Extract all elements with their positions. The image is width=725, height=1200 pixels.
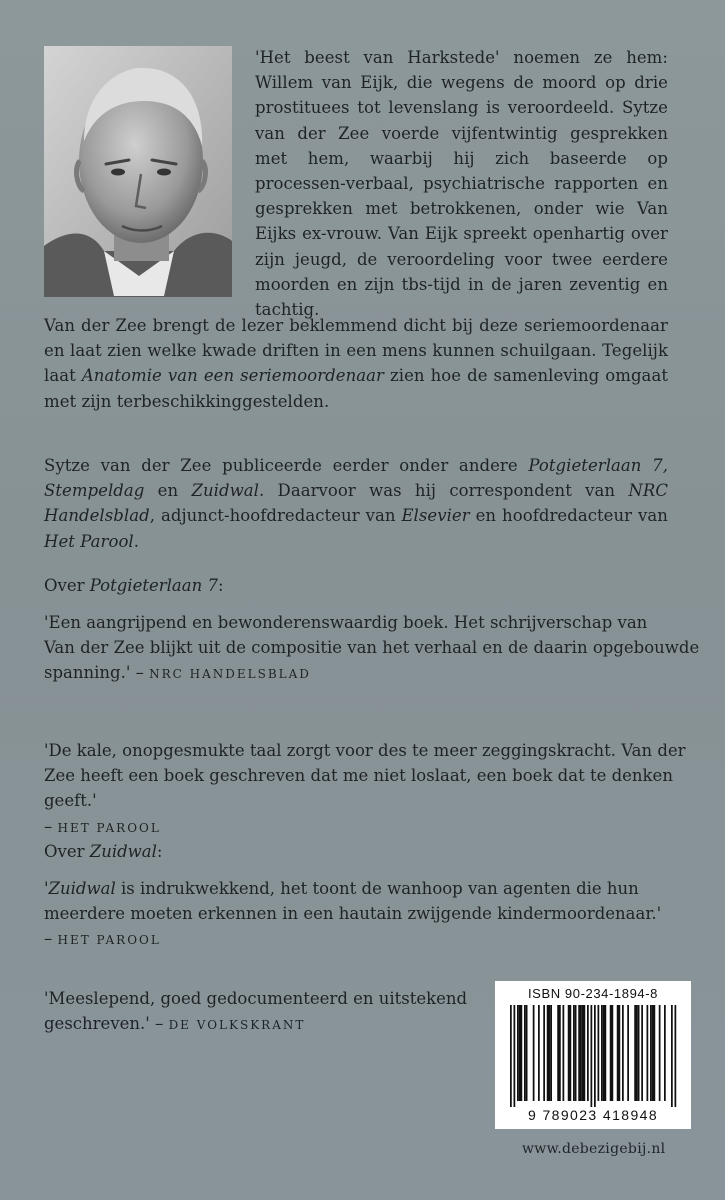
quote-source: DE VOLKSKRANT bbox=[168, 1018, 306, 1033]
heading-text: : bbox=[217, 576, 224, 595]
synopsis-text: Van der Zee brengt de lezer beklemmend dicht bij deze seriemoordenaar en laat zien welke kwade driften in een mens kunnen schuilgaan. Tegelijk laat bbox=[44, 316, 668, 386]
quote-line: 'De kale, onopgesmukte taal zorgt voor des te meer zeggingskracht. Van der bbox=[44, 741, 686, 760]
author-portrait-photo bbox=[44, 46, 232, 297]
barcode-bar bbox=[570, 1005, 572, 1101]
quote-dash: – bbox=[130, 663, 150, 683]
heading-text: Over bbox=[44, 842, 90, 861]
barcode-bar bbox=[578, 1005, 580, 1101]
quote-source: HET PAROOL bbox=[57, 933, 161, 948]
quote-line: 'Meeslepend, goed gedocumenteerd en uitstekend bbox=[44, 989, 468, 1008]
ean-digits: 9 789023 418948 bbox=[528, 1107, 658, 1123]
isbn-label: ISBN 90-234-1894-8 bbox=[527, 986, 659, 1001]
quote-line bbox=[44, 660, 699, 687]
barcode-bar bbox=[601, 1005, 603, 1101]
isbn-barcode bbox=[495, 981, 691, 1129]
barcode-bar bbox=[543, 1005, 545, 1101]
bio-publication: Elsevier bbox=[401, 506, 470, 526]
barcode-bar bbox=[598, 1005, 600, 1101]
barcode-bar bbox=[568, 1005, 570, 1101]
barcode-bar bbox=[557, 1005, 559, 1101]
barcode-bar bbox=[675, 1005, 677, 1107]
barcode-bar bbox=[582, 1005, 584, 1101]
barcode-bar bbox=[617, 1005, 619, 1101]
quote-line: meerdere moeten erkennen in een hautain zwijgende kindermoordenaar.' bbox=[44, 904, 662, 924]
barcode-bar bbox=[603, 1005, 605, 1101]
quote-line: 'Een aangrijpend en bewonderenswaardig boek. Het schrijverschap van bbox=[44, 613, 648, 632]
barcode-bar bbox=[594, 1005, 596, 1107]
bio-book-title: Stempeldag bbox=[44, 481, 145, 501]
bio-text: Sytze van der Zee publiceerde eerder onder andere bbox=[44, 456, 529, 475]
barcode-bar bbox=[654, 1005, 656, 1101]
barcode-bar bbox=[573, 1005, 575, 1101]
barcode-bar bbox=[575, 1005, 577, 1101]
quote-line: Van der Zee blijkt uit de compositie van het verhaal en de daarin opgebouwde bbox=[44, 638, 700, 658]
barcode-bar bbox=[517, 1005, 519, 1101]
quote-line bbox=[44, 876, 661, 901]
quote-text: is indrukwekkend, het toont de wanhoop van agenten die hun bbox=[115, 879, 639, 898]
barcode-bar bbox=[671, 1005, 673, 1107]
synopsis-paragraph-2 bbox=[44, 313, 668, 414]
synopsis-text: zien hoe de samenleving omgaat met zijn terbeschikkinggestelden. bbox=[44, 366, 669, 411]
barcode-bar bbox=[526, 1005, 528, 1101]
barcode-bar bbox=[591, 1005, 593, 1107]
review-quote-parool-1 bbox=[44, 738, 725, 841]
barcode-bar bbox=[524, 1005, 526, 1101]
barcode-bar bbox=[664, 1005, 666, 1101]
barcode-bar bbox=[641, 1005, 643, 1101]
barcode-bar bbox=[652, 1005, 654, 1101]
barcode-bar bbox=[519, 1005, 521, 1101]
review-heading-potgieterlaan bbox=[44, 573, 224, 598]
bio-publication: NRC Handelsblad bbox=[44, 481, 668, 526]
quote-source: NRC HANDELSBLAD bbox=[149, 667, 311, 682]
barcode-bar bbox=[584, 1005, 586, 1101]
barcode-bar bbox=[605, 1005, 607, 1101]
quote-line: Zee heeft een boek geschreven dat me niet loslaat, een boek dat te denken geeft.' bbox=[44, 766, 673, 811]
quote-text: spanning.' bbox=[44, 663, 131, 683]
barcode-bar bbox=[559, 1005, 561, 1101]
review-heading-zuidwal bbox=[44, 839, 162, 864]
barcode-bar bbox=[647, 1005, 649, 1101]
barcode-bar bbox=[622, 1005, 624, 1101]
barcode-bar bbox=[638, 1005, 640, 1101]
bio-text: . bbox=[133, 531, 140, 551]
review-quote-nrc bbox=[44, 610, 699, 688]
author-bio-paragraph bbox=[44, 453, 668, 554]
barcode-bar bbox=[634, 1005, 636, 1101]
quote-text: ' bbox=[44, 879, 49, 898]
bio-text: en hoofdredacteur van bbox=[469, 506, 668, 526]
bio-publication: Het Parool bbox=[44, 531, 134, 551]
barcode-bar bbox=[547, 1005, 549, 1101]
barcode-bar bbox=[636, 1005, 638, 1101]
quote-line bbox=[44, 1011, 467, 1038]
barcode-bar bbox=[580, 1005, 582, 1101]
barcode-bar bbox=[549, 1005, 551, 1101]
barcode-bars bbox=[505, 1005, 681, 1107]
quote-dash: – bbox=[149, 1014, 169, 1034]
barcode-bar bbox=[610, 1005, 612, 1101]
bio-book-title: Zuidwal bbox=[191, 481, 259, 501]
quote-book-title: Zuidwal bbox=[48, 879, 116, 898]
barcode-bar bbox=[587, 1005, 589, 1101]
quote-dash: – bbox=[44, 816, 58, 836]
book-title: Anatomie van een seriemoordenaar bbox=[81, 366, 384, 386]
barcode-bar bbox=[538, 1005, 540, 1101]
review-quote-volkskrant bbox=[44, 986, 467, 1038]
quote-dash: – bbox=[44, 929, 58, 949]
heading-book-title: Potgieterlaan 7 bbox=[89, 576, 218, 595]
synopsis-paragraph-1: 'Het beest van Harkstede' noemen ze hem: Willem van Eijk, die wegens de moord op drie prostituees tot levenslang is veroordeeld. Sytze van der Zee voerde vijfentwintig gesprekken met hem, waarbij hij zich baseerde op processen-verbaal, psychiatrische rapporten en gesprekken met betrokkenen, onder wie Van Eijks ex-vrouw. Van Eijk spreekt openhartig over zijn jeugd, de veroordeling voor twee eerdere moorden en zijn tbs-tijd in de jaren zeventig en tachtig. bbox=[255, 48, 668, 320]
barcode-bar bbox=[521, 1005, 523, 1101]
barcode-bar bbox=[627, 1005, 629, 1101]
quote-text: geschreven.' bbox=[44, 1014, 150, 1034]
bio-text: , bbox=[662, 456, 668, 475]
heading-text: : bbox=[156, 842, 163, 861]
review-quote-parool-2 bbox=[44, 876, 661, 954]
barcode-bar bbox=[659, 1005, 661, 1101]
barcode-bar bbox=[510, 1005, 512, 1107]
barcode-bar bbox=[612, 1005, 614, 1101]
quote-line bbox=[44, 926, 661, 953]
quote-source: HET PAROOL bbox=[57, 820, 161, 835]
bio-text: , adjunct-hoofdredacteur van bbox=[149, 506, 402, 526]
heading-book-title: Zuidwal bbox=[89, 842, 157, 861]
barcode-bar bbox=[550, 1005, 552, 1101]
barcode-bar bbox=[533, 1005, 535, 1101]
quote-line bbox=[44, 814, 725, 841]
barcode-bar bbox=[563, 1005, 565, 1101]
barcode-bar bbox=[514, 1005, 516, 1107]
barcode-bar bbox=[619, 1005, 621, 1101]
barcode-bar bbox=[650, 1005, 652, 1101]
bio-text: en bbox=[144, 481, 192, 501]
bio-text: . Daarvoor was hij correspondent van bbox=[258, 481, 629, 501]
heading-text: Over bbox=[44, 576, 90, 595]
bio-book-title: Potgieterlaan 7 bbox=[528, 456, 663, 475]
publisher-url: www.debezigebij.nl bbox=[522, 1141, 666, 1157]
